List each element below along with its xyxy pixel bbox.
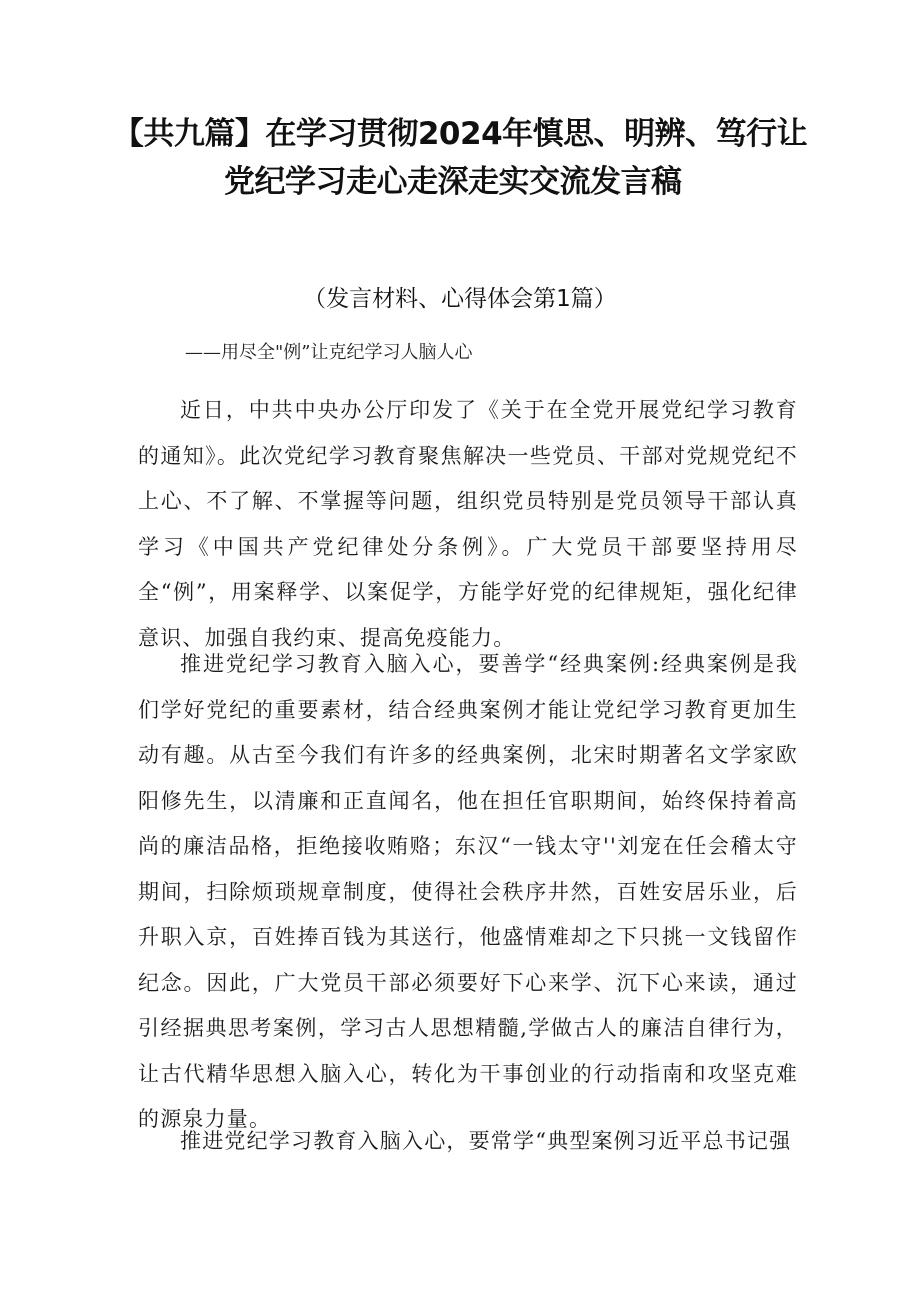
document-tagline: ——用尽全"例”让克纪学习人脑人心 — [185, 342, 473, 363]
body-paragraph-1: 近日，中共中央办公厅印发了《关于在全党开展党纪学习教育的通知》。此次党纪学习教育聚焦解决一些党员、干部对党规党纪不上心、不了解、不掌握等问题，组织党员特别是党员领导干部认真学习《中国共产党纪律处分条例》。广大党员干部要坚持用尽全“例”，用案释学、以案促学，方能学好党的纪律规矩，强化纪律意识、加强自我约束、提高免疫能力。 — [138, 398, 798, 650]
body-paragraph-3: 推进党纪学习教育入脑入心，要常学“典型案例习近平总书记强 — [180, 1129, 792, 1153]
title-line-2: 党纪学习走心走深走实交流发言稿 — [224, 164, 682, 200]
document-title — [100, 110, 820, 206]
body-paragraph-2: 推进党纪学习教育入脑入心，要善学“经典案例:经典案例是我们学好党纪的重要素材，结合经典案例才能让党纪学习教育更加生动有趣。从古至今我们有许多的经典案例，北宋时期著名文学家欧阳修先生，以清廉和正直闻名，他在担任官职期间，始终保持着高尚的廉洁品格，拒绝接收贿赂；东汉“一钱太守''刘宠在任会稽太守期间，扫除烦琐规章制度，使得社会秩序井然，百姓安居乐业，后升职入京，百姓捧百钱为其送行，他盛情难却之下只挑一文钱留作纪念。因此，广大党员干部必须要好下心来学、沉下心来读，通过引经据典思考案例，学习古人思想精髓,学做古人的廉洁自律行为，让古代精华思想入脑入心，转化为干事创业的行动指南和攻坚克难的源泉力量。 — [138, 652, 798, 1131]
title-line-1: 【共九篇】在学习贯彻2024年慎思、明辨、笃行让 — [112, 116, 808, 152]
document-subtitle: （发言材料、心得体会第1篇） — [303, 286, 617, 312]
